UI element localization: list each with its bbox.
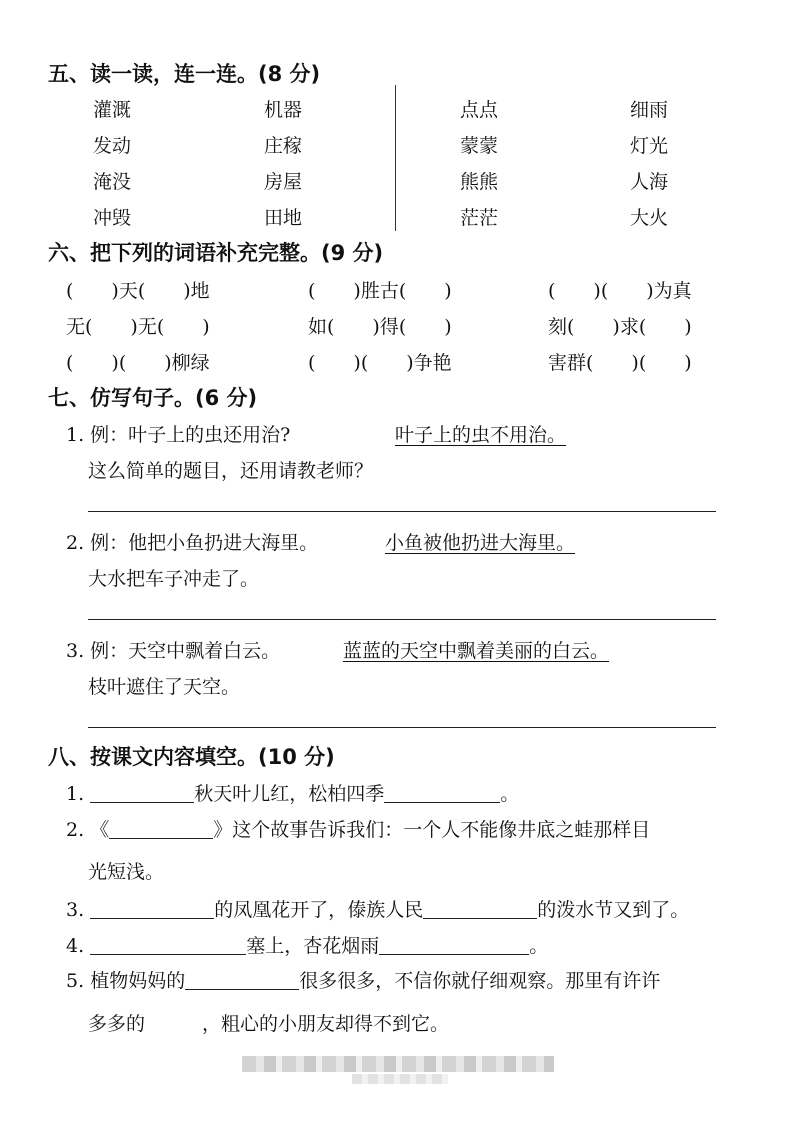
fill-3-blank-b[interactable] bbox=[423, 900, 537, 919]
rewrite-3-example: 3. 例：天空中飘着白云。 bbox=[66, 640, 281, 662]
fill-5-text-a: 植物妈妈的 bbox=[90, 970, 186, 992]
fill-3 bbox=[66, 895, 689, 922]
fill-1 bbox=[66, 779, 519, 806]
rewrite-1-answer: 叶子上的虫不用治。 bbox=[395, 424, 567, 446]
fill-4-blank-b[interactable] bbox=[379, 936, 529, 955]
blurred-footer bbox=[242, 1056, 554, 1072]
section-8-title: 八、按课文内容填空。(10 分) bbox=[48, 745, 335, 769]
fill-3-text: 的凤凰花开了，傣族人民 bbox=[214, 899, 424, 921]
fill-5-blank[interactable] bbox=[185, 971, 299, 990]
rewrite-1-answer-line bbox=[88, 511, 716, 512]
word-col2-2: 庄稼 bbox=[264, 135, 303, 157]
fill-1-blank-a[interactable] bbox=[90, 784, 194, 803]
section-7-title: 七、仿写句子。(6 分) bbox=[48, 386, 258, 410]
fill-4-number: 4. bbox=[66, 935, 85, 957]
fill-2-text: 》这个故事告诉我们：一个人不能像井底之蛙那样目 bbox=[213, 819, 651, 841]
word-col3-1: 点点 bbox=[460, 99, 499, 121]
fill-5 bbox=[66, 966, 660, 993]
fill-4-blank-a[interactable] bbox=[90, 936, 246, 955]
word-col4-4: 大火 bbox=[630, 207, 669, 229]
word-col1-4: 冲毁 bbox=[93, 207, 132, 229]
rewrite-3-answer-line bbox=[88, 727, 716, 728]
fill-5-continuation: 多多的 ，粗心的小朋友却得不到它。 bbox=[88, 1013, 450, 1035]
rewrite-2-answer-line bbox=[88, 619, 716, 620]
section-5-title: 五、读一读，连一连。(8 分) bbox=[48, 62, 321, 86]
fill-1-blank-b[interactable] bbox=[384, 784, 500, 803]
fill-1-number: 1. bbox=[66, 783, 85, 805]
idiom-1-3: ( )( )为真 bbox=[548, 280, 692, 302]
fill-3-number: 3. bbox=[66, 899, 85, 921]
word-col1-1: 灌溉 bbox=[93, 99, 132, 121]
word-col2-4: 田地 bbox=[264, 207, 303, 229]
word-col4-2: 灯光 bbox=[630, 135, 669, 157]
fill-2-number: 2. bbox=[66, 819, 85, 841]
rewrite-1-prompt: 这么简单的题目，还用请教老师？ bbox=[88, 460, 374, 482]
rewrite-3-answer: 蓝蓝的天空中飘着美丽的白云。 bbox=[343, 640, 610, 662]
fill-3-end: 的泼水节又到了。 bbox=[537, 899, 690, 921]
word-col4-1: 细雨 bbox=[630, 99, 669, 121]
blurred-footer-sub bbox=[352, 1074, 448, 1084]
idiom-3-1: ( )( )柳绿 bbox=[66, 352, 210, 374]
idiom-1-2: ( )胜古( ) bbox=[308, 280, 452, 302]
rewrite-2-prompt: 大水把车子冲走了。 bbox=[88, 568, 260, 590]
word-col3-2: 蒙蒙 bbox=[460, 135, 499, 157]
rewrite-2-answer: 小鱼被他扔进大海里。 bbox=[385, 532, 576, 554]
fill-2-open: 《 bbox=[90, 819, 110, 841]
word-col3-3: 熊熊 bbox=[460, 171, 499, 193]
word-col4-3: 人海 bbox=[630, 171, 669, 193]
fill-4-end: 。 bbox=[529, 935, 549, 957]
word-col3-4: 茫茫 bbox=[460, 207, 499, 229]
idiom-2-2: 如( )得( ) bbox=[308, 316, 452, 338]
fill-1-end: 。 bbox=[500, 783, 520, 805]
fill-1-text: 秋天叶儿红，松柏四季 bbox=[194, 783, 385, 805]
column-divider bbox=[395, 85, 396, 231]
word-col2-3: 房屋 bbox=[264, 171, 303, 193]
word-col2-1: 机器 bbox=[264, 99, 303, 121]
word-col1-2: 发动 bbox=[93, 135, 132, 157]
fill-2-continuation: 光短浅。 bbox=[88, 861, 165, 883]
rewrite-1-example: 1. 例：叶子上的虫还用治? bbox=[66, 424, 291, 446]
fill-4-text: 塞上，杏花烟雨 bbox=[246, 935, 380, 957]
fill-5-number: 5. bbox=[66, 970, 85, 992]
fill-2 bbox=[66, 815, 650, 842]
word-col1-3: 淹没 bbox=[93, 171, 132, 193]
idiom-3-3: 害群( )( ) bbox=[548, 352, 692, 374]
rewrite-3-prompt: 枝叶遮住了天空。 bbox=[88, 676, 241, 698]
idiom-2-1: 无( )无( ) bbox=[66, 316, 210, 338]
fill-5-text-b: 很多很多，不信你就仔细观察。那里有许许 bbox=[299, 970, 661, 992]
fill-2-blank[interactable] bbox=[109, 820, 213, 839]
idiom-3-2: ( )( )争艳 bbox=[308, 352, 452, 374]
fill-3-blank-a[interactable] bbox=[90, 900, 214, 919]
fill-4 bbox=[66, 931, 548, 958]
rewrite-2-example: 2. 例：他把小鱼扔进大海里。 bbox=[66, 532, 319, 554]
section-6-title: 六、把下列的词语补充完整。(9 分) bbox=[48, 241, 384, 265]
idiom-2-3: 刻( )求( ) bbox=[548, 316, 692, 338]
idiom-1-1: ( )天( )地 bbox=[66, 280, 210, 302]
